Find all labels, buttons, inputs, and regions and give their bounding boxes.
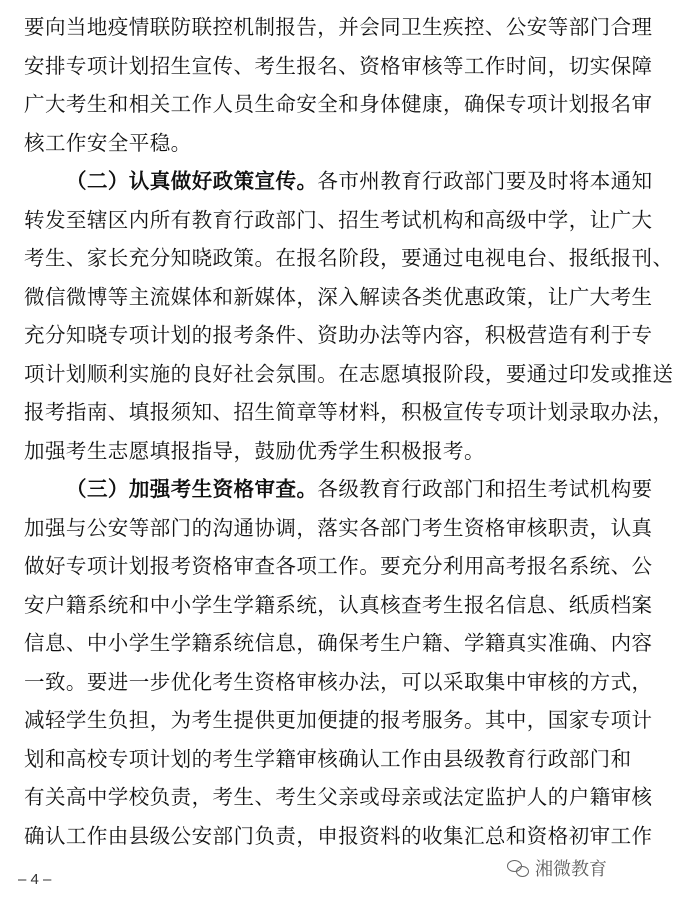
document-line: 划和高校专项计划的考生学籍审核确认工作由县级教育行政部门和 bbox=[24, 746, 632, 771]
document-line: 加强考生志愿填报指导，鼓励优秀学生积极报考。 bbox=[24, 438, 485, 463]
document-line: 核工作安全平稳。 bbox=[24, 130, 192, 155]
document-line: 减轻学生负担，为考生提供更加便捷的报考服务。其中，国家专项计 bbox=[24, 708, 653, 732]
document-line: 要向当地疫情联防联控机制报告，并会同卫生疾控、公安等部门合理 bbox=[24, 15, 653, 39]
document-line: 一致。要进一步优化考生资格审核办法，可以采取集中审核的方式， bbox=[24, 669, 653, 694]
document-line: 安排专项计划招生宣传、考生报名、资格审核等工作时间，切实保障 bbox=[24, 53, 653, 78]
document-line: 做好专项计划报考资格审查各项工作。要充分利用高考报名系统、公 bbox=[24, 554, 653, 578]
document-line: 报考指南、填报须知、招生简章等材料，积极宣传专项计划录取办法， bbox=[24, 400, 673, 424]
section-2-heading: （二）认真做好政策宣传。 bbox=[66, 169, 318, 193]
document-line: 确认工作由县级公安部门负责，申报资料的收集汇总和资格初审工作 bbox=[24, 823, 653, 848]
document-line: 项计划顺利实施的良好社会氛围。在志愿填报阶段，要通过印发或推送 bbox=[24, 361, 673, 386]
document-line: 信息、中小学生学籍系统信息，确保考生户籍、学籍真实准确、内容 bbox=[24, 631, 653, 655]
document-line: 转发至辖区内所有教育行政部门、招生考试机构和高级中学，让广大 bbox=[24, 207, 653, 232]
document-line: 有关高中学校负责，考生、考生父亲或母亲或法定监护人的户籍审核 bbox=[24, 785, 653, 809]
section-2-heading-line bbox=[24, 162, 653, 201]
wechat-icon bbox=[507, 858, 529, 878]
section-2-heading-rest: 各市州教育行政部门要及时将本通知 bbox=[317, 169, 653, 193]
section-3-heading-line bbox=[24, 470, 653, 509]
section-3-heading-rest: 各级教育行政部门和招生考试机构要 bbox=[317, 477, 653, 501]
page-number: – 4 – bbox=[18, 871, 52, 888]
document-line: 考生、家长充分知晓政策。在报名阶段，要通过电视电台、报纸报刊、 bbox=[24, 246, 673, 270]
document-line: 加强与公安等部门的沟通协调，落实各部门考生资格审核职责，认真 bbox=[24, 515, 653, 540]
section-3-heading: （三）加强考生资格审查。 bbox=[66, 477, 318, 501]
document-line: 广大考生和相关工作人员生命安全和身体健康，确保专项计划报名审 bbox=[24, 92, 653, 116]
document-body bbox=[24, 8, 673, 855]
watermark-text: 湘微教育 bbox=[535, 859, 607, 879]
document-line: 安户籍系统和中小学生学籍系统，认真核查考生报名信息、纸质档案 bbox=[24, 592, 653, 617]
document-line: 充分知晓专项计划的报考条件、资助办法等内容，积极营造有利于专 bbox=[24, 323, 653, 347]
watermark bbox=[507, 855, 607, 881]
document-line: 微信微博等主流媒体和新媒体，深入解读各类优惠政策，让广大考生 bbox=[24, 284, 653, 309]
